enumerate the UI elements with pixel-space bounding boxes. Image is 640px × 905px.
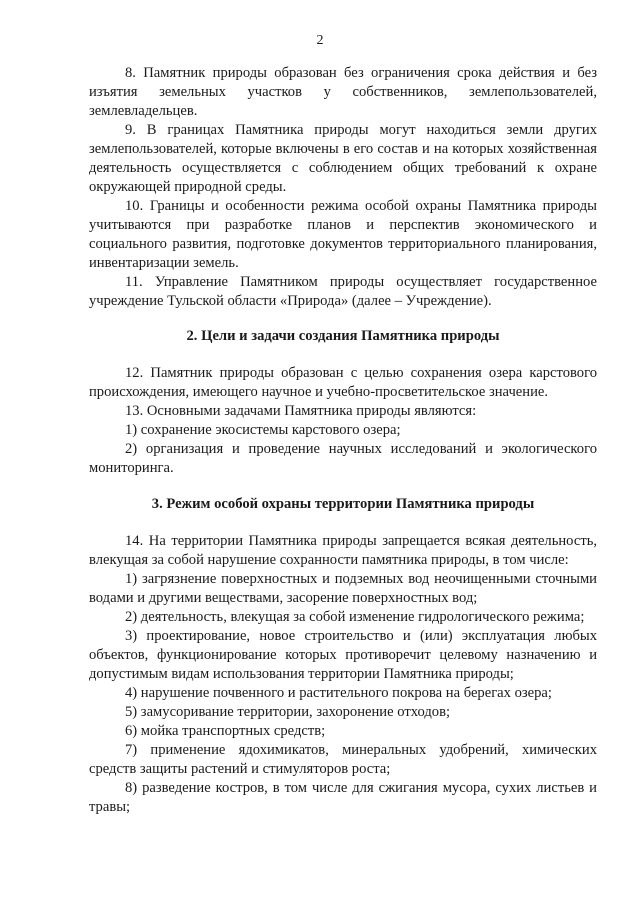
list-item: 2) деятельность, влекущая за собой изменение гидрологического режима; <box>125 609 585 625</box>
paragraph: 12. Памятник природы образован с целью сохранения озера карстового происхождения, имеющего научное и учебно-просветительское значение. <box>89 365 597 400</box>
section-heading: 3. Режим особой охраны территории Памятника природы <box>151 496 535 512</box>
list-item: 3) проектирование, новое строительство и (или) эксплуатация любых объектов, функционирование которых противоречит целевому назначению и допустимым видам использования территории Памятника природы; <box>89 628 597 682</box>
list-item: 1) сохранение экосистемы карстового озера; <box>125 422 401 438</box>
list-item: 8) разведение костров, в том числе для сжигания мусора, сухих листьев и травы; <box>89 780 597 815</box>
document-body <box>89 64 597 817</box>
paragraph: 10. Границы и особенности режима особой охраны Памятника природы учитываются при разработке планов и перспектив экономического и социального развития, подготовке документов территориального планирования, инвентаризации земель. <box>89 198 597 271</box>
list-item: 7) применение ядохимикатов, минеральных удобрений, химических средств защиты растений и стимуляторов роста; <box>89 742 597 777</box>
paragraph: 14. На территории Памятника природы запрещается всякая деятельность, влекущая за собой нарушение сохранности памятника природы, в том числе: <box>89 533 597 568</box>
list-item: 6) мойка транспортных средств; <box>125 723 326 739</box>
paragraph: 11. Управление Памятником природы осуществляет государственное учреждение Тульской области «Природа» (далее – Учреждение). <box>89 274 597 309</box>
section-heading: 2. Цели и задачи создания Памятника природы <box>186 328 500 344</box>
paragraph: 8. Памятник природы образован без ограничения срока действия и без изъятия земельных участков у собственников, землепользователей, землевладельцев. <box>89 65 597 119</box>
list-item: 1) загрязнение поверхностных и подземных вод неочищенными сточными водами и другими веществами, засорение поверхностных вод; <box>89 571 597 606</box>
list-item: 2) организация и проведение научных исследований и экологического мониторинга. <box>89 441 597 476</box>
paragraph: 13. Основными задачами Памятника природы являются: <box>125 403 477 419</box>
list-item: 4) нарушение почвенного и растительного покрова на берегах озера; <box>125 685 552 701</box>
page-number: 2 <box>316 33 324 48</box>
paragraph: 9. В границах Памятника природы могут находиться земли других землепользователей, которые включены в его состав и на которых хозяйственная деятельность осуществляется с соблюдением общих требований к охране окружающей природной среды. <box>89 122 597 195</box>
list-item: 5) замусоривание территории, захоронение отходов; <box>125 704 451 720</box>
